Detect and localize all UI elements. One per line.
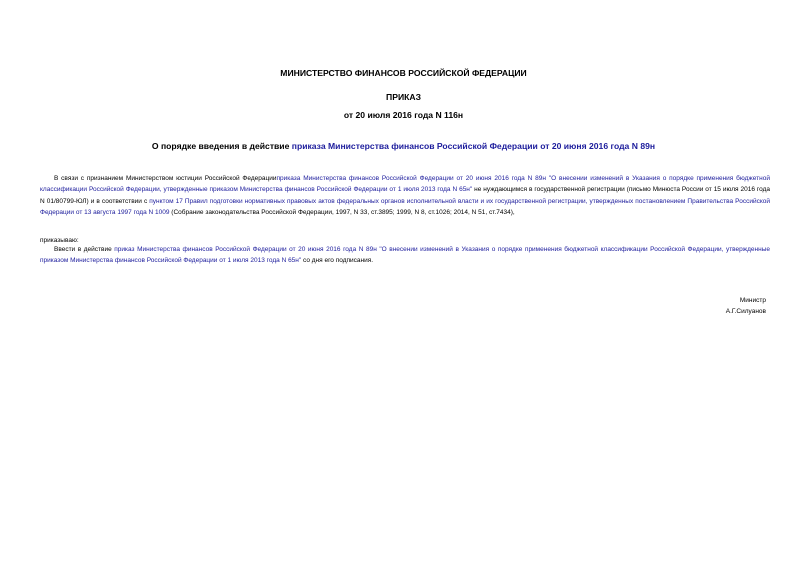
preamble-paragraph — [40, 173, 770, 219]
signature-position: Министр — [739, 297, 766, 304]
order-paragraph — [40, 244, 770, 267]
ministry-title: МИНИСТЕРСТВО ФИНАНСОВ РОССИЙСКОЙ ФЕДЕРАЦИИ — [280, 68, 527, 78]
signature-name: А.Г.Силуанов — [725, 308, 766, 315]
order-word: приказываю: — [40, 237, 79, 244]
subject-link[interactable]: приказа Министерства финансов Российской Федерации от 20 июня 2016 года N 89н — [291, 141, 656, 151]
document-date-number: от 20 июля 2016 года N 116н — [343, 110, 464, 120]
order-89n-enact-link[interactable]: приказ Министерства финансов Российской Федерации от 20 июня 2016 года N 89н "О внесении изменений в Указания о порядке применения бюджетной классификации Российской Федерации, утвержденные приказом Министерства финансов Российской Федерации от 1 июля 2013 года N 65н" — [40, 246, 771, 265]
subject-prefix: О порядке введения в действие — [151, 141, 292, 151]
preamble-text-2: не нуждающимся в государственной регистрации (письмо Минюста России от 15 июля 2016 года N 01/80799-ЮЛ) и в соответствии с — [40, 186, 770, 205]
document-type: ПРИКАЗ — [386, 92, 421, 102]
preamble-text-3: (Собрание законодательства Российской Федерации, 1997, N 33, ст.3895; 1999, N 8, ст.1026; 2014, N 51, ст.7434), — [169, 209, 515, 217]
order-text-1: Ввести в действие — [54, 246, 115, 253]
document-subject — [0, 141, 807, 152]
order-89n-link[interactable]: приказа Министерства финансов Российской Федерации от 20 июня 2016 года N 89н "О внесении изменений в Указания о порядке применения бюджетной классификации Российской Федерации, утвержденные приказом Министерства финансов Российской Федерации от 1 июля 2013 года N 65н" — [40, 175, 770, 194]
order-text-2: со дня его подписания. — [301, 257, 374, 265]
rules-item-17-link[interactable]: пунктом 17 Правил подготовки нормативных правовых актов федеральных органов исполнительной власти и их государственной регистрации, утвержденных постановлением Правительства Российской Федерации от 13 августа 1997 года N 1009 — [40, 197, 770, 217]
preamble-text-1: В связи с признанием Министерством юстиции Российской Федерации — [54, 175, 277, 182]
